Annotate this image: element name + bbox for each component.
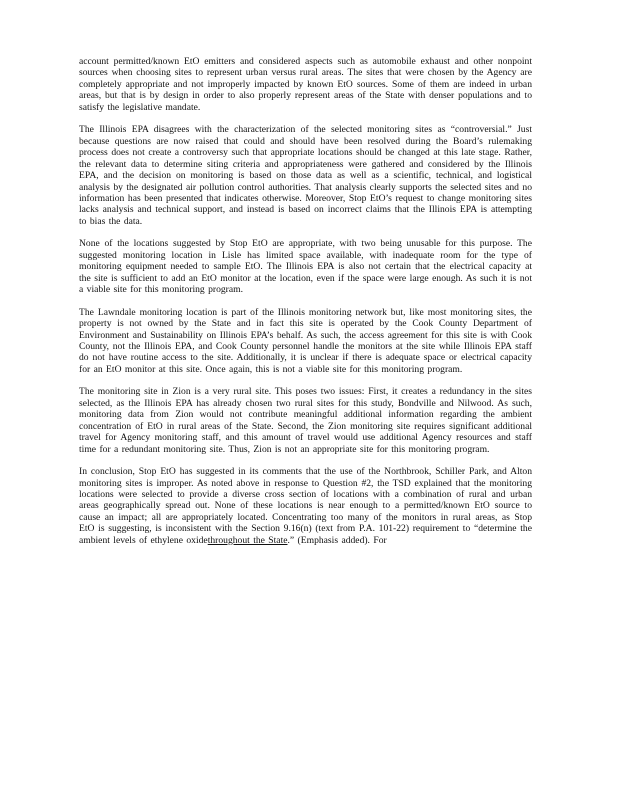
underlined-emphasis: throughout the State [207, 534, 288, 546]
conclusion-text-before: In conclusion, Stop EtO has suggested in its comments that the use of the Northbrook, Schiller Park, and Alton monitoring sites is improper. As noted above in response to Question #2, the TSD explained that the monitoring locations were selected to provide a diverse cross section of locations with a combination of rural and urban areas geographically spread out. None of these locations is near enough to a permitted/known EtO source to cause an impact; all are appropriately located. Concentrating too many of the monitors in rural areas, as Stop EtO is suggesting, is inconsistent with the Section 9.16(n) (text from P.A. 101-22) requirement to “determine the ambient levels of ethylene oxide [79, 466, 532, 546]
paragraph-conclusion [79, 466, 532, 546]
document-body [79, 56, 532, 557]
paragraph-zion-site: The monitoring site in Zion is a very rural site. This poses two issues: First, it creates a redundancy in the sites selected, as the Illinois EPA has already chosen two rural sites for this study, Bondville and Nilwood. As such, monitoring data from Zion would not contribute meaningful additional information regarding the ambient concentration of EtO in rural areas of the State. Second, the Zion monitoring site requires significant additional travel for Agency monitoring staff, and this amount of travel would use additional Agency resources and staff time for a redundant monitoring site. Thus, Zion is not an appropriate site for this monitoring program. [79, 386, 532, 455]
conclusion-text-after: .” (Emphasis added). For [287, 534, 387, 546]
paragraph-lawndale-site: The Lawndale monitoring location is part of the Illinois monitoring network but, like most monitoring sites, the property is not owned by the State and in fact this site is operated by the Cook County Department of Environment and Sustainability on Illinois EPA’s behalf. As such, the access agreement for this site is with Cook County, not the Illinois EPA, and Cook County personnel handle the monitors at the site while Illinois EPA staff do not have routine access to the site. Additionally, it is unclear if there is adequate space or electrical capacity for an EtO monitor at this site. Once again, this is not a viable site for this monitoring program. [79, 306, 532, 375]
paragraph-site-selection-continued: account permitted/known EtO emitters and considered aspects such as automobile exhaust and other nonpoint sources when choosing sites to represent urban versus rural areas. The sites that were chosen by the Agency are completely appropriate and not improperly impacted by known EtO sources. Some of them are indeed in urban areas, but that is by design in order to also properly represent areas of the State with denser populations and to satisfy the legislative mandate. [79, 56, 532, 113]
paragraph-suggested-locations-lisle: None of the locations suggested by Stop EtO are appropriate, with two being unusable for this purpose. The suggested monitoring location in Lisle has limited space available, with inadequate room for the type of monitoring equipment needed to sample EtO. The Illinois EPA is also not certain that the electrical capacity at the site is sufficient to add an EtO monitor at the location, even if the space were large enough. As such it is not a viable site for this monitoring program. [79, 238, 532, 296]
paragraph-controversial-characterization: The Illinois EPA disagrees with the characterization of the selected monitoring sites as “controversial.” Just because questions are now raised that could and should have been resolved during the Board’s rulemaking process does not create a controversy such that appropriate locations should be changed at this late stage. Rather, the relevant data to determine siting criteria and appropriateness were gathered and considered by the Illinois EPA, and the decision on monitoring is based on those data as well as a scientific, technical, and logistical analysis by the designated air pollution control authorities. That analysis clearly supports the selected sites and no information has been presented that indicates otherwise. Moreover, Stop EtO’s request to change monitoring sites lacks analysis and technical support, and instead is based on incorrect claims that the Illinois EPA is attempting to bias the data. [79, 124, 532, 227]
